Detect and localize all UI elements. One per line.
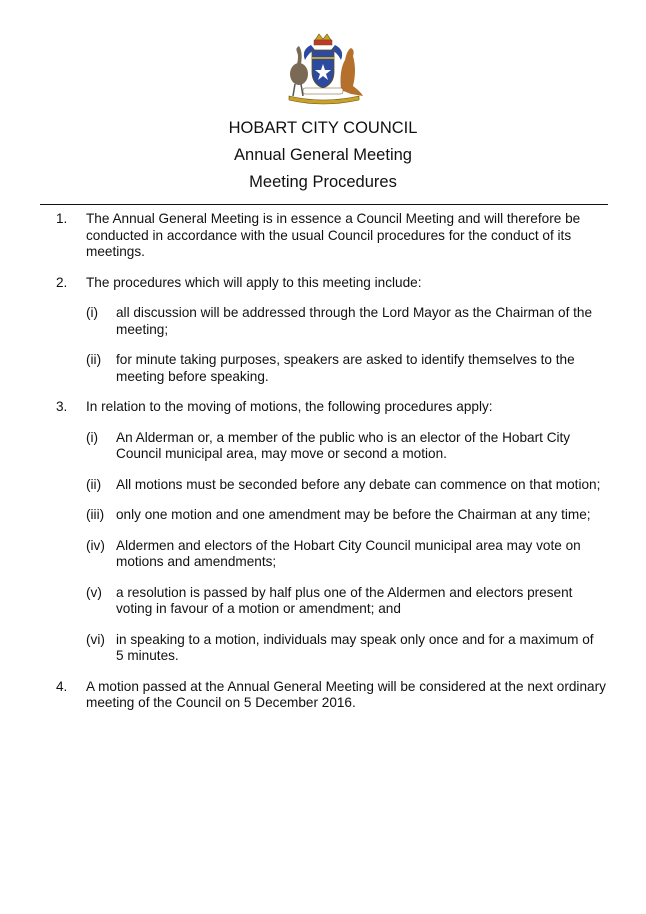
sub-item [86,477,604,494]
list-item [0,399,606,665]
meeting-name: Annual General Meeting [234,146,412,164]
sub-item-number: (iii) [86,507,105,522]
list-item [0,679,606,712]
sub-item-number: (i) [86,429,99,445]
list-item [0,275,606,386]
item-text: A motion passed at the Annual General Meeting will be considered at the next ordinary meeting of the Council on 5 December 2016. [86,678,606,710]
sub-item [86,507,604,524]
item-number: 4. [56,678,68,694]
item-text: The Annual General Meeting is in essence a Council Meeting and will therefore be conducted in accordance with the usual Council procedures for the conduct of its meetings. [86,211,581,259]
procedures-list [0,211,646,712]
sub-item-text: for minute taking purposes, speakers are asked to identify themselves to the meeting before speaking. [116,352,575,384]
sub-item-number: (vi) [86,631,105,647]
item-number: 3. [56,399,68,414]
sub-item-text: only one motion and one amendment may be before the Chairman at any time; [116,507,591,522]
sub-item-text: a resolution is passed by half plus one of the Aldermen and electors present voting in favour of a motion or amendment; and [116,584,573,616]
header-divider [40,204,608,205]
sub-item-number: (v) [86,584,102,600]
sub-item-text: Aldermen and electors of the Hobart City Council municipal area may vote on motions and amendments; [116,537,581,569]
sub-item [86,430,604,463]
sub-item-text: all discussion will be addressed through the Lord Mayor as the Chairman of the meeting; [116,305,593,337]
sub-item-number: (i) [86,305,99,320]
item-number: 1. [56,211,68,226]
sub-item-number: (ii) [86,476,102,492]
sub-item-text: All motions must be seconded before any debate can commence on that motion; [116,476,601,492]
sub-item-text: in speaking to a motion, individuals may speak only once and for a maximum of 5 minutes. [116,631,594,663]
sub-item [86,352,604,385]
item-text: In relation to the moving of motions, the following procedures apply: [86,399,493,414]
document-header [0,115,646,196]
sub-item-number: (iv) [86,537,105,553]
item-number: 2. [56,274,68,290]
sub-item-number: (ii) [86,352,102,367]
sub-item [86,585,604,618]
coat-of-arms-logo [281,30,365,106]
list-item [0,211,606,261]
item-text: The procedures which will apply to this meeting include: [86,274,422,290]
sub-item-text: An Alderman or, a member of the public who is an elector of the Hobart City Council municipal area, may move or second a motion. [116,429,571,461]
sub-item [86,305,604,338]
council-name: HOBART CITY COUNCIL [228,119,418,137]
document-title: Meeting Procedures [249,173,397,191]
sub-item [86,632,604,665]
sub-item [86,538,604,571]
